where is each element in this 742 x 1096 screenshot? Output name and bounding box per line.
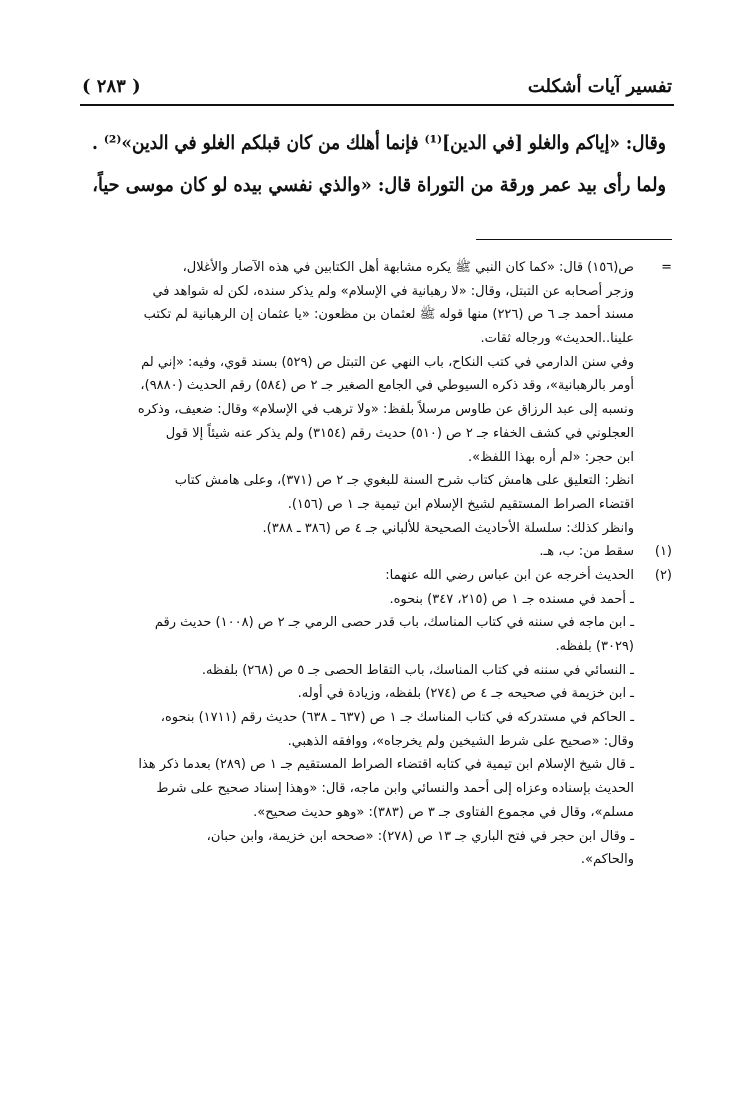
footnote-separator <box>476 239 672 240</box>
footnote-line <box>82 730 672 754</box>
footnote-line <box>82 517 672 541</box>
footnote-line <box>82 303 672 327</box>
footnote-text: ـ قال شيخ الإسلام ابن تيمية في كتابه اقتضاء الصراط المستقيم جـ ١ ص (٢٨٩) بعدما ذكر هذا <box>138 757 634 773</box>
footnote-text: علينا..الحديث» ورجاله ثقات. <box>480 331 634 347</box>
footnote-text: أومر بالرهبانية»، وقد ذكره السيوطي في الجامع الصغير جـ ٢ ص (٥٨٤) رقم الحديث (٩٨٨٠)، <box>140 378 634 394</box>
footnote-text: العجلوني في كشف الخفاء جـ ٢ ص (٥١٠) حديث رقم (٣١٥٤) ولم يذكر عنه شيئاً إلا قول <box>165 425 634 441</box>
footnote-line <box>82 825 672 849</box>
footnote-number: (٢) <box>654 567 672 583</box>
footnote-line <box>82 351 672 375</box>
footnote-text: (٣٠٢٩) بلفظه. <box>555 639 634 654</box>
footnote-text: انظر: التعليق على هامش كتاب شرح السنة للبغوي جـ ٢ ص (٣٧١)، وعلى هامش كتاب <box>174 473 634 489</box>
footnote-number: (١) <box>654 544 672 560</box>
footnote-text: ـ وقال ابن حجر في فتح الباري جـ ١٣ ص (٢٧٨): «صححه ابن خزيمة، وابن حبان، <box>206 828 634 844</box>
footnote-line <box>82 588 672 612</box>
main-text-line: وقال: «إياكم والغلو [في الدين]⁽¹⁾ فإنما أهلك من كان قبلكم الغلو في الدين»⁽²⁾ . <box>92 132 666 154</box>
header-rule <box>80 104 674 106</box>
footnotes <box>82 256 672 872</box>
footnote-line <box>82 564 672 588</box>
footnote-line <box>82 422 672 446</box>
footnote-text: والحاكم». <box>580 852 634 868</box>
footnote-text: الحديث أخرجه عن ابن عباس رضي الله عنهما: <box>385 567 634 583</box>
footnote-text: ـ الحاكم في مستدركه في كتاب المناسك جـ ١ ص (٦٣٧ ـ ٦٣٨) حديث رقم (١٧١١) بنحوه، <box>160 710 634 726</box>
footnote-line <box>82 777 672 801</box>
continuation-marker: = <box>661 260 672 275</box>
footnote-text: ونسبه إلى عبد الرزاق عن طاوس مرسلاً بلفظ: «ولا ترهب في الإسلام» وقال: ضعيف، وذكره <box>137 402 634 418</box>
footnote-line <box>82 398 672 422</box>
footnote-line <box>82 659 672 683</box>
footnote-text: وزجر أصحابه عن التبتل، وقال: «لا رهبانية في الإسلام» ولم يذكر سنده، لكن له شواهد في <box>152 283 634 299</box>
main-text <box>92 122 666 206</box>
footnote-text: ـ النسائي في سننه في كتاب المناسك، باب التقاط الحصى جـ ٥ ص (٢٦٨) بلفظه. <box>201 662 634 678</box>
footnote-line <box>82 540 672 564</box>
footnote-text: اقتضاء الصراط المستقيم لشيخ الإسلام ابن تيمية جـ ١ ص (١٥٦). <box>287 496 634 512</box>
footnote-line <box>82 327 672 351</box>
footnote-text: وفي سنن الدارمي في كتب النكاح، باب النهي عن التبتل ص (٥٢٩) بسند قوي، وفيه: «إني لم <box>141 354 634 370</box>
footnote-text: ـ ابن ماجه في سننه في كتاب المناسك، باب قدر حصى الرمي جـ ٢ ص (١٠٠٨) حديث رقم <box>154 615 634 631</box>
footnote-text: سقط من: ب، هـ. <box>539 544 634 560</box>
footnote-text: مسلم»، وقال في مجموع الفتاوى جـ ٣ ص (٣٨٣): «وهو حديث صحيح». <box>253 804 634 820</box>
footnote-text: ابن حجر: «لم أره بهذا اللفظ». <box>468 449 634 465</box>
book-title: تفسير آيات أشكلت <box>527 76 672 97</box>
footnote-text: وانظر كذلك: سلسلة الأحاديث الصحيحة للألباني جـ ٤ ص (٣٨٦ ـ ٣٨٨). <box>262 520 634 536</box>
footnote-line <box>82 469 672 493</box>
footnote-line <box>82 280 672 304</box>
footnote-text: مسند أحمد جـ ٦ ص (٢٢٦) منها قوله ﷺ لعثمان بن مظعون: «يا عثمان إن الرهبانية لم تكتب <box>143 307 634 323</box>
footnote-line <box>82 374 672 398</box>
footnote-line <box>82 446 672 470</box>
footnote-text: ص(١٥٦) قال: «كما كان النبي ﷺ يكره مشابهة أهل الكتابين في هذه الآصار والأغلال، <box>182 260 634 275</box>
footnote-text: ـ ابن خزيمة في صحيحه جـ ٤ ص (٢٧٤) بلفظه، وزيادة في أوله. <box>297 686 634 702</box>
footnote-text: الحديث بإسناده وعزاه إلى أحمد والنسائي وابن ماجه، قال: «وهذا إسناد صحيح على شرط <box>156 781 634 797</box>
footnote-line <box>82 635 672 659</box>
footnote-line <box>82 611 672 635</box>
footnote-line <box>82 493 672 517</box>
footnote-line <box>82 801 672 825</box>
footnote-line <box>82 706 672 730</box>
footnote-line <box>82 848 672 872</box>
footnote-line <box>82 682 672 706</box>
running-header <box>82 74 672 100</box>
footnote-line <box>82 753 672 777</box>
page-number: ( ٢٨٣ ) <box>82 76 141 97</box>
footnote-text: وقال: «صحيح على شرط الشيخين ولم يخرجاه»، ووافقه الذهبي. <box>287 733 634 749</box>
footnote-line <box>82 256 672 280</box>
main-text-line: ولما رأى بيد عمر ورقة من التوراة قال: «والذي نفسي بيده لو كان موسى حياً، <box>92 174 666 196</box>
footnote-text: ـ أحمد في مسنده جـ ١ ص (٢١٥، ٣٤٧) بنحوه. <box>389 591 634 607</box>
